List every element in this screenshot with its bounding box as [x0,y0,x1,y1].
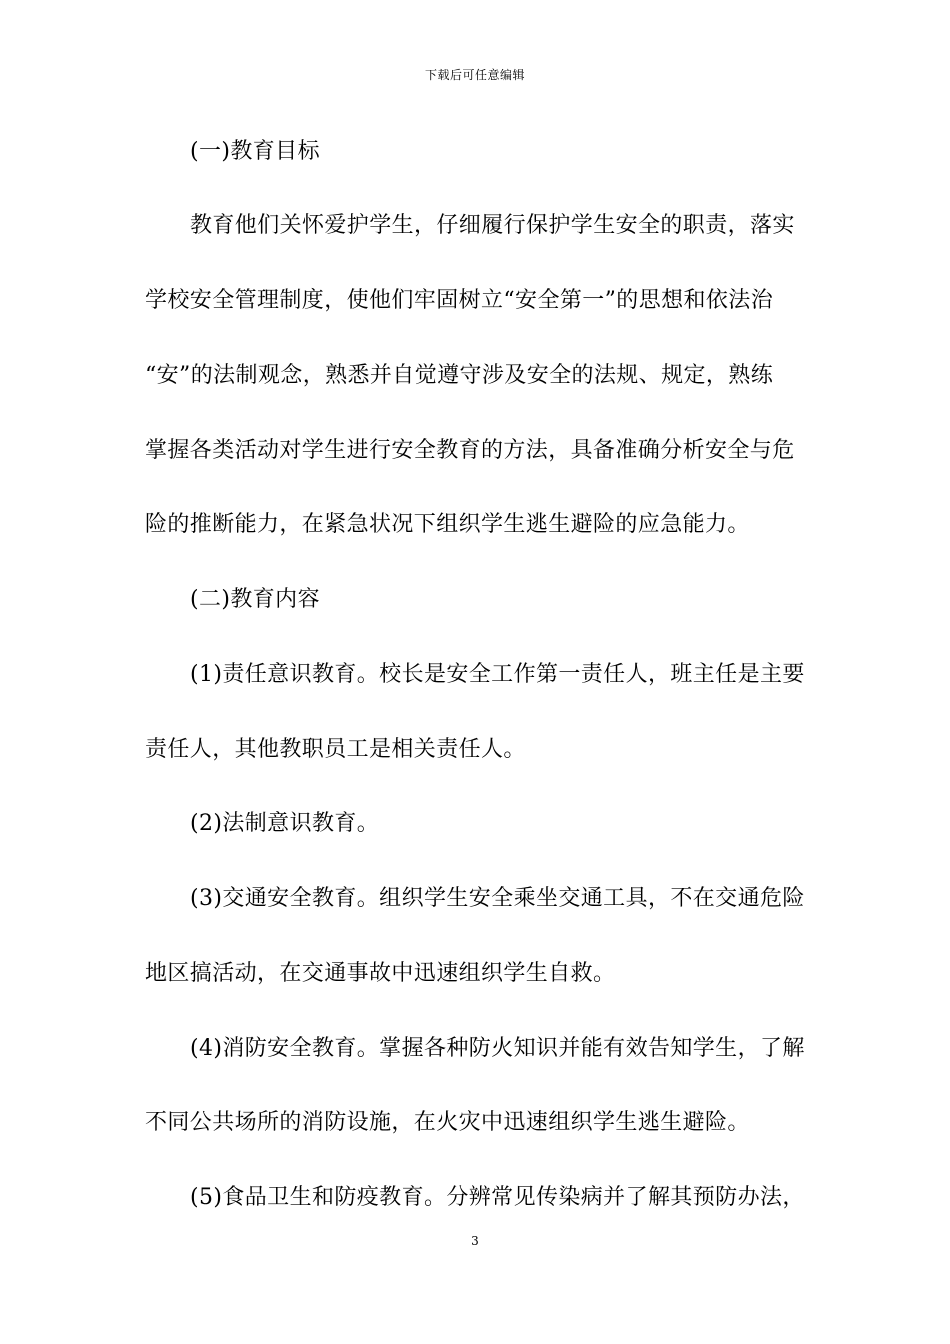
paragraph-line: (2)法制意识教育。 [190,811,380,836]
section-heading-goals: (一)教育目标 [190,139,320,164]
paragraph-line: (4)消防安全教育。掌握各种防火知识并能有效告知学生，了解 [190,1036,805,1061]
paragraph-line: 学校安全管理制度，使他们牢固树立“安全第一”的思想和依法治 [145,288,774,313]
paragraph-line: 不同公共场所的消防设施，在火灾中迅速组织学生逃生避险。 [145,1110,750,1135]
paragraph-line: 险的推断能力，在紧急状况下组织学生逃生避险的应急能力。 [145,512,750,537]
section-heading-content: (二)教育内容 [190,587,320,612]
page-number: 3 [471,1234,479,1248]
paragraph-line: (3)交通安全教育。组织学生安全乘坐交通工具，不在交通危险 [190,886,805,911]
paragraph-line: 责任人，其他教职员工是相关责任人。 [145,737,526,762]
paragraph-line: “安”的法制观念，熟悉并自觉遵守涉及安全的法规、规定，熟练 [145,363,774,388]
paragraph-line: 掌握各类活动对学生进行安全教育的方法，具备准确分析安全与危 [145,438,795,463]
paragraph-line: 地区搞活动，在交通事故中迅速组织学生自救。 [145,961,616,986]
paragraph-line: (1)责任意识教育。校长是安全工作第一责任人，班主任是主要 [190,662,805,687]
header-note: 下载后可任意编辑 [424,68,525,82]
paragraph-line: 教育他们关怀爱护学生，仔细履行保护学生安全的职责，落实 [190,213,795,238]
paragraph-line: (5)食品卫生和防疫教育。分辨常见传染病并了解其预防办法， [190,1185,805,1210]
